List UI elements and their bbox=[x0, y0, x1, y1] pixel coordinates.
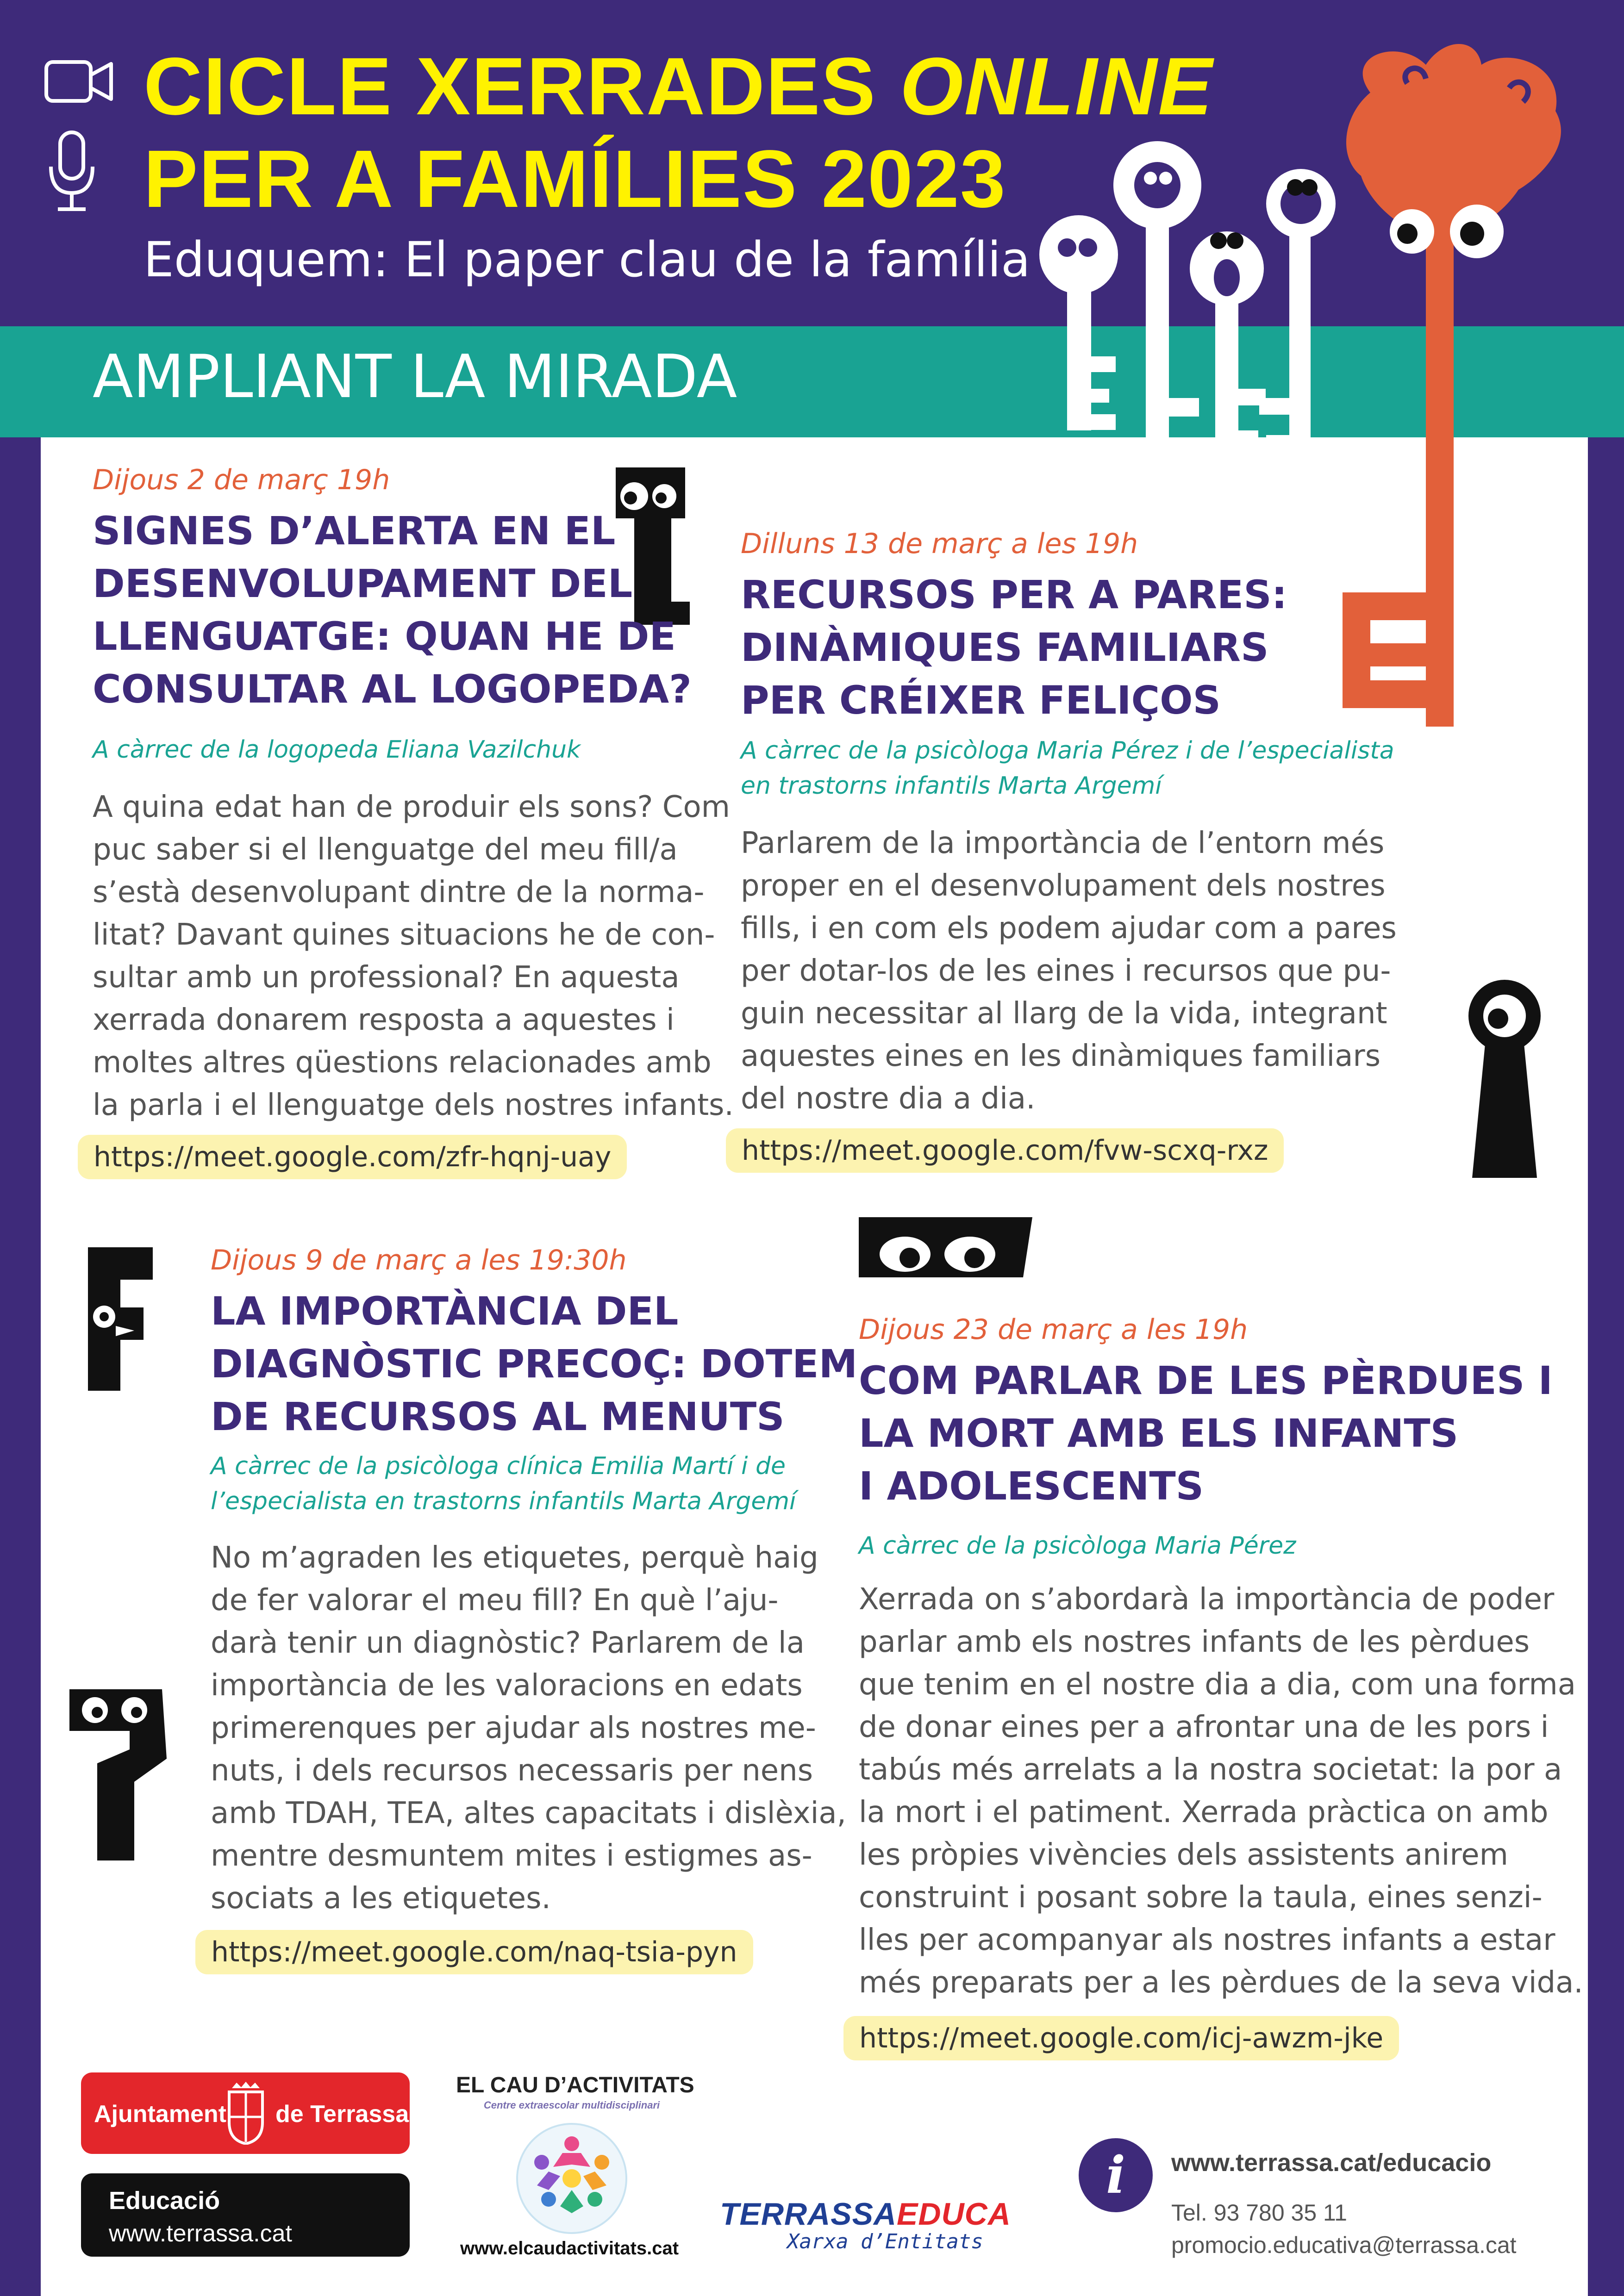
body-line: litat? Davant quines situacions he de con- bbox=[93, 918, 715, 952]
talk-1-date: Dijous 2 de març 19h bbox=[93, 464, 390, 496]
body-line: guin necessitar al llarg de la vida, integrant bbox=[741, 996, 1387, 1031]
page-title-line-2: PER A FAMÍLIES 2023 bbox=[144, 134, 1006, 224]
body-line: lles per acompanyar als nostres infants a estar bbox=[859, 1923, 1555, 1957]
talk-3-title-line: LA IMPORTÀNCIA DEL bbox=[211, 1288, 679, 1334]
body-line: moltes altres qüestions relacionades amb bbox=[93, 1045, 712, 1080]
talk-1-meet-link[interactable]: https://meet.google.com/zfr-hqnj-uay bbox=[78, 1135, 627, 1179]
body-line: No m’agraden les etiquetes, perquè haig bbox=[211, 1541, 818, 1575]
body-line: les pròpies vivències dels assistents anirem bbox=[859, 1838, 1508, 1872]
talk-3-speaker-line: l’especialista en trastorns infantils Marta Argemí bbox=[211, 1487, 796, 1515]
talk-1-title-line: LLENGUATGE: QUAN HE DE bbox=[93, 614, 676, 659]
section-heading: AMPLIANT LA MIRADA bbox=[93, 342, 737, 411]
terrassa-educa-subtitle: Xarxa d’Entitats bbox=[787, 2230, 983, 2253]
body-line: tabús més arrelats a la nostra societat: la por a bbox=[859, 1753, 1562, 1787]
people-circle-logo-icon bbox=[514, 2121, 630, 2236]
question-face-icon bbox=[69, 1689, 167, 1860]
talk-2-meet-link[interactable]: https://meet.google.com/fvw-scxq-rxz bbox=[726, 1128, 1284, 1173]
talk-2-date: Dilluns 13 de març a les 19h bbox=[741, 528, 1138, 560]
educacio-url[interactable]: www.terrassa.cat bbox=[109, 2220, 292, 2247]
terrassa-educa-part-a: TERRASSA bbox=[720, 2196, 897, 2232]
talk-3-description bbox=[211, 1537, 846, 1920]
cau-subtitle: Centre extraescolar multidisciplinari bbox=[483, 2099, 660, 2111]
educacio-logo bbox=[81, 2173, 410, 2257]
body-line: primerenques per ajudar als nostres me- bbox=[211, 1711, 816, 1745]
right-border bbox=[1588, 437, 1624, 2296]
talk-2-title-line: RECURSOS PER A PARES: bbox=[741, 572, 1287, 617]
talk-1-title-line: DESENVOLUPAMENT DEL bbox=[93, 561, 633, 606]
body-line: nuts, i dels recursos necessaris per nens bbox=[211, 1754, 813, 1788]
talk-3-title-line: DIAGNÒSTIC PRECOÇ: DOTEM bbox=[211, 1341, 858, 1387]
talk-3-speaker bbox=[211, 1449, 796, 1519]
contact-email[interactable]: promocio.educativa@terrassa.cat bbox=[1171, 2232, 1517, 2258]
talk-2-speaker-line: A càrrec de la psicòloga Maria Pérez i de l’especialista bbox=[741, 737, 1394, 765]
body-line: de donar eines per a afrontar una de les pors i bbox=[859, 1710, 1549, 1744]
body-line: Parlarem de la importància de l’entorn més bbox=[741, 826, 1385, 860]
eyes-bar-icon bbox=[859, 1217, 1032, 1277]
talk-2-title bbox=[741, 568, 1287, 727]
body-line: construint i posant sobre la taula, eines senzi- bbox=[859, 1880, 1543, 1915]
talk-3-speaker-line: A càrrec de la psicòloga clínica Emilia Martí i de bbox=[211, 1452, 786, 1480]
talk-4-title-line: I ADOLESCENTS bbox=[859, 1463, 1204, 1509]
body-line: A quina edat han de produir els sons? Com bbox=[93, 790, 730, 824]
body-line: mentre desmuntem mites i estigmes as- bbox=[211, 1839, 812, 1873]
body-line: que tenim en el nostre dia a dia, com una forma bbox=[859, 1668, 1576, 1702]
title-text-a: CICLE XERRADES bbox=[144, 41, 876, 132]
body-line: de fer valorar el meu fill? En què l’aju- bbox=[211, 1583, 779, 1618]
talk-1-title-line: CONSULTAR AL LOGOPEDA? bbox=[93, 666, 692, 712]
microphone-icon bbox=[46, 131, 97, 214]
letter-f-face-icon bbox=[83, 1247, 157, 1391]
body-line: importància de les valoracions en edats bbox=[211, 1668, 803, 1703]
contact-phone: Tel. 93 780 35 11 bbox=[1171, 2200, 1347, 2226]
talk-1-speaker bbox=[93, 732, 581, 767]
body-line: més preparats per a les pèrdues de la seva vida. bbox=[859, 1966, 1583, 2000]
body-line: parlar amb els nostres infants de les pèrdues bbox=[859, 1625, 1530, 1659]
contact-web[interactable]: www.terrassa.cat/educacio bbox=[1171, 2149, 1492, 2177]
talk-4-date: Dijous 23 de març a les 19h bbox=[859, 1313, 1248, 1346]
coat-of-arms-icon bbox=[225, 2082, 266, 2145]
cau-url[interactable]: www.elcaudactivitats.cat bbox=[460, 2238, 679, 2259]
page-subtitle: Eduquem: El paper clau de la família bbox=[144, 231, 1031, 288]
body-line: s’està desenvolupant dintre de la norma- bbox=[93, 875, 705, 909]
body-line: xerrada donarem resposta a aquestes i bbox=[93, 1003, 675, 1037]
body-line: amb TDAH, TEA, altes capacitats i dislèxia, bbox=[211, 1796, 846, 1830]
body-line: per dotar-los de les eines i recursos que pu- bbox=[741, 954, 1391, 988]
body-line: del nostre dia a dia. bbox=[741, 1082, 1036, 1116]
body-line: sociats a les etiquetes. bbox=[211, 1881, 551, 1916]
talk-1-title-line: SIGNES D’ALERTA EN EL bbox=[93, 508, 616, 554]
body-line: la parla i el llenguatge dels nostres infants. bbox=[93, 1088, 734, 1122]
talk-2-description bbox=[741, 822, 1397, 1120]
talk-4-speaker-line: A càrrec de la psicòloga Maria Pérez bbox=[859, 1532, 1296, 1560]
keyhole-face-icon bbox=[1468, 974, 1542, 1178]
talk-3-date: Dijous 9 de març a les 19:30h bbox=[211, 1244, 627, 1276]
talk-3-title bbox=[211, 1285, 857, 1443]
ajuntament-logo bbox=[81, 2072, 410, 2154]
body-line: Xerrada on s’abordarà la importància de poder bbox=[859, 1582, 1555, 1617]
terrassa-text: de Terrassa bbox=[275, 2101, 409, 2128]
talk-1-speaker-line: A càrrec de la logopeda Eliana Vazilchuk bbox=[93, 736, 581, 764]
talk-2-title-line: DINÀMIQUES FAMILIARS bbox=[741, 625, 1269, 670]
talk-3-meet-link[interactable]: https://meet.google.com/naq-tsia-pyn bbox=[195, 1930, 753, 1974]
talk-2-title-line: PER CRÉIXER FELIÇOS bbox=[741, 678, 1221, 723]
terrassa-educa-logo bbox=[720, 2196, 1011, 2232]
body-line: puc saber si el llenguatge del meu fill/a bbox=[93, 833, 678, 867]
left-border bbox=[0, 437, 41, 2296]
educacio-label: Educació bbox=[109, 2187, 220, 2215]
talk-4-title bbox=[859, 1354, 1553, 1512]
talk-2-speaker bbox=[741, 733, 1394, 803]
title-text-online: ONLINE bbox=[899, 41, 1213, 132]
talk-4-meet-link[interactable]: https://meet.google.com/icj-awzm-jke bbox=[843, 2016, 1399, 2060]
talk-4-title-line: LA MORT AMB ELS INFANTS bbox=[859, 1411, 1459, 1456]
video-camera-icon bbox=[44, 59, 114, 104]
body-line: aquestes eines en les dinàmiques familiars bbox=[741, 1039, 1381, 1073]
body-line: fills, i en com els podem ajudar com a pares bbox=[741, 911, 1397, 946]
body-line: proper en el desenvolupament dels nostres bbox=[741, 869, 1386, 903]
talk-4-speaker bbox=[859, 1528, 1296, 1563]
terrassa-educa-part-b: EDUCA bbox=[897, 2196, 1011, 2232]
body-line: sultar amb un professional? En aquesta bbox=[93, 960, 680, 995]
talk-1-description bbox=[93, 786, 734, 1126]
talk-2-speaker-line: en trastorns infantils Marta Argemí bbox=[741, 772, 1162, 800]
body-line: darà tenir un diagnòstic? Parlarem de la bbox=[211, 1626, 805, 1660]
talk-4-title-line: COM PARLAR DE LES PÈRDUES I bbox=[859, 1358, 1553, 1403]
talk-1-title bbox=[93, 504, 692, 716]
cau-title: EL CAU D’ACTIVITATS bbox=[456, 2073, 694, 2097]
ajuntament-text: Ajuntament bbox=[94, 2101, 226, 2128]
talk-3-title-line: DE RECURSOS AL MENUTS bbox=[211, 1394, 785, 1439]
info-icon: i bbox=[1079, 2138, 1153, 2212]
talk-4-description bbox=[859, 1578, 1583, 2004]
body-line: la mort i el patiment. Xerrada pràctica on amb bbox=[859, 1795, 1549, 1829]
